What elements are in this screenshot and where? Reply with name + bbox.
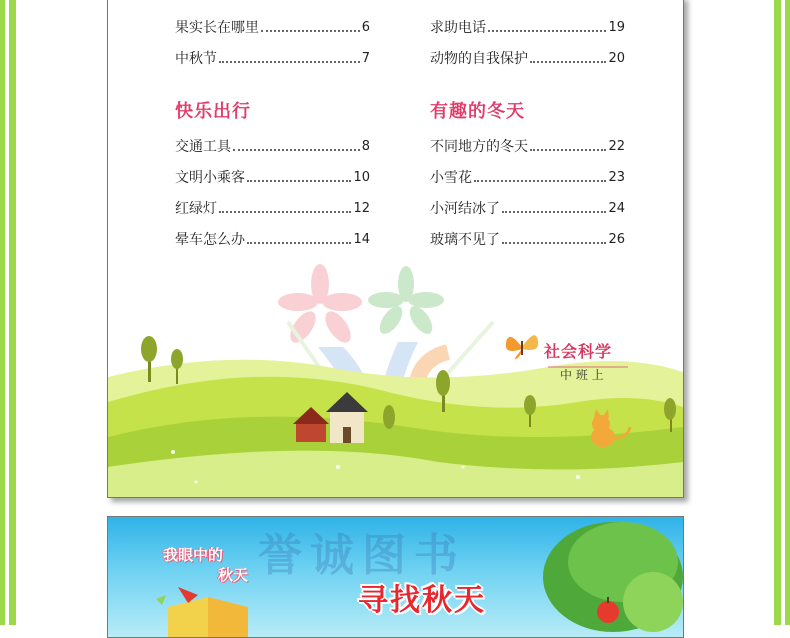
left-green-border	[0, 0, 16, 625]
toc-entry-page: 20	[608, 50, 625, 66]
toc-entry-title: 小河结冰了	[430, 201, 500, 217]
publisher-watermark: 誉诚图书	[258, 530, 466, 581]
section-heading: 有趣的冬天	[430, 101, 525, 122]
toc-entry-title: 求助电话	[430, 20, 486, 36]
grade-label: 中 班 上	[560, 368, 604, 382]
toc-entry-page: 6	[361, 19, 370, 35]
toc-entry-title: 中秋节	[175, 51, 217, 67]
table-of-contents-page	[107, 0, 684, 498]
toc-entry-title: 动物的自我保护	[430, 51, 528, 67]
page-title: 寻找秋天	[358, 583, 486, 618]
toc-entry-page: 24	[608, 200, 625, 216]
right-green-border	[774, 0, 790, 625]
book-illustration	[148, 577, 268, 637]
section-heading: 快乐出行	[175, 101, 251, 122]
toc-entry-title: 玻璃不见了	[430, 232, 500, 248]
subtitle-line-1: 我眼中的	[163, 546, 224, 564]
toc-entry-title: 交通工具	[175, 139, 231, 155]
toc-entry-page: 14	[353, 231, 370, 247]
toc-entry-page: 7	[361, 50, 370, 66]
toc-entry-page: 22	[608, 138, 625, 154]
toc-entry-title: 果实长在哪里	[175, 20, 259, 36]
subtitle-line-2: 秋天	[218, 566, 249, 584]
toc-entry-title: 红绿灯	[175, 201, 217, 217]
toc-entry-page: 10	[353, 169, 370, 185]
series-title: 社会科学	[544, 342, 613, 361]
toc-entry-page: 19	[608, 19, 625, 35]
toc-entry-title: 小雪花	[430, 170, 472, 186]
tree-illustration	[503, 517, 683, 637]
butterfly-icon	[502, 329, 542, 363]
toc-entry-page: 23	[608, 169, 625, 185]
toc-entry-title: 晕车怎么办	[175, 232, 245, 248]
apple-icon	[597, 601, 619, 623]
toc-entry-page: 26	[608, 231, 625, 247]
toc-entry-title: 文明小乘客	[175, 170, 245, 186]
series-brand-label	[502, 324, 637, 384]
toc-entry-page: 8	[361, 138, 370, 154]
toc-entry-title: 不同地方的冬天	[430, 139, 528, 155]
toc-entry-page: 12	[353, 200, 370, 216]
hill-landscape-illustration	[108, 0, 683, 497]
next-page-preview	[107, 516, 684, 638]
